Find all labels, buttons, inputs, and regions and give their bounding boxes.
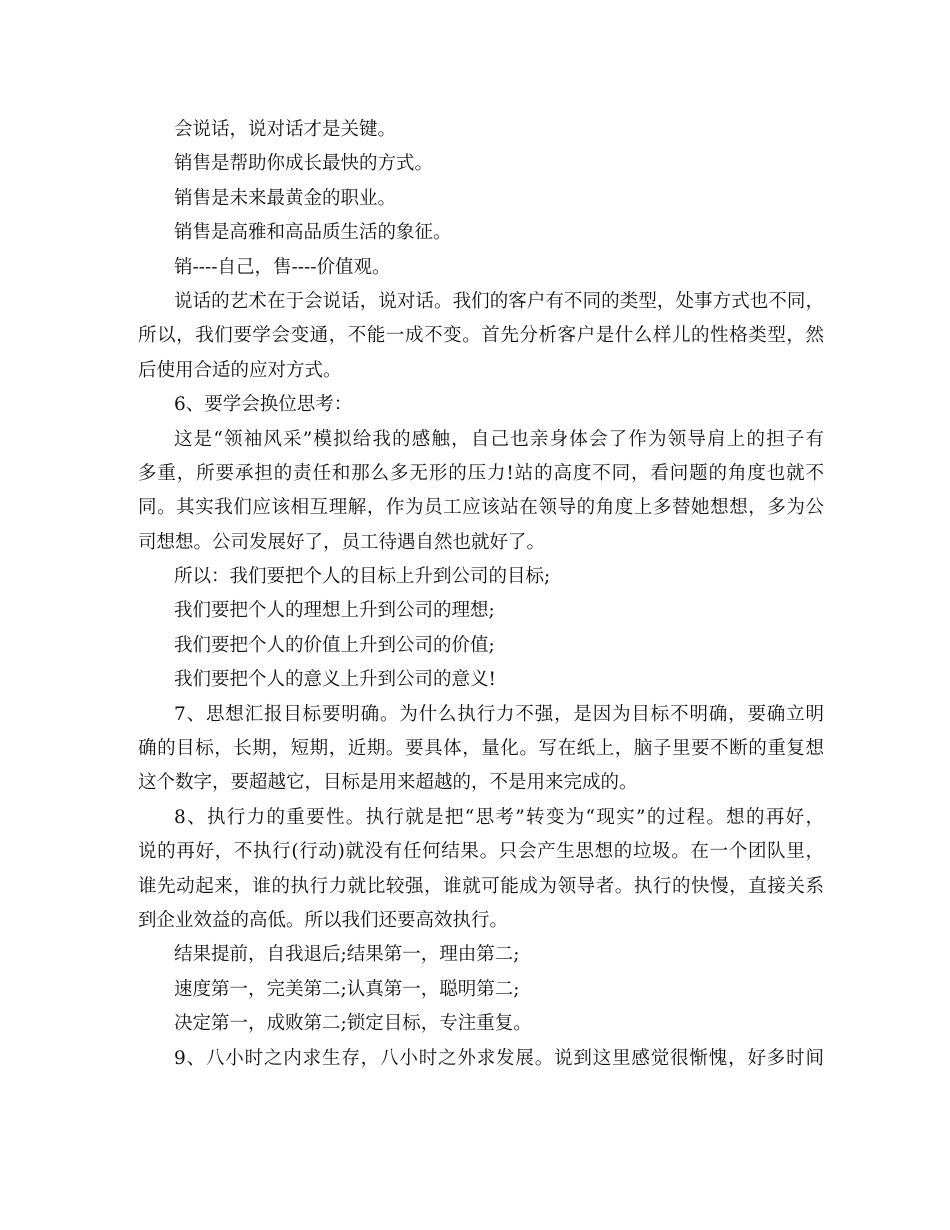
text-line: 9、八小时之内求生存，八小时之外求发展。说到这里感觉很惭愧，好多时间 xyxy=(174,1047,824,1069)
text-line: 销售是高雅和高品质生活的象征。 xyxy=(174,222,452,244)
text-line: 到企业效益的高低。所以我们还要高效执行。 xyxy=(138,909,509,931)
text-line: 多重，所要承担的责任和那么多无形的压力!站的高度不同，看问题的角度也就不 xyxy=(138,462,825,484)
text-line: 确的目标，长期，短期，近期。要具体，量化。写在纸上，脑子里要不断的重复想 xyxy=(138,738,824,760)
text-line: 销----自己，售----价值观。 xyxy=(174,256,391,278)
text-line: 说的再好，不执行(行动)就没有任何结果。只会产生思想的垃圾。在一个团队里， xyxy=(138,841,824,863)
text-line: 销售是未来最黄金的职业。 xyxy=(174,187,397,209)
text-line: 速度第一，完美第二;认真第一，聪明第二; xyxy=(174,978,520,1000)
text-line: 销售是帮助你成长最快的方式。 xyxy=(174,153,434,175)
text-line: 谁先动起来，谁的执行力就比较强，谁就可能成为领导者。执行的快慢，直接关系 xyxy=(138,875,824,897)
text-line: 我们要把个人的意义上升到公司的意义! xyxy=(174,669,496,691)
text-line: 这是“领袖风采”模拟给我的感触，自己也亲身体会了作为领导肩上的担子有 xyxy=(174,428,824,450)
text-line: 会说话，说对话才是关键。 xyxy=(174,119,397,140)
text-line: 结果提前，自我退后;结果第一，理由第二; xyxy=(174,944,520,966)
text-line: 说话的艺术在于会说话，说对话。我们的客户有不同的类型，处事方式也不同， xyxy=(174,290,824,312)
text-line: 所以：我们要把个人的目标上升到公司的目标; xyxy=(174,566,551,588)
document-body xyxy=(138,113,824,1076)
section-heading: 6、要学会换位思考： xyxy=(174,394,353,416)
text-line: 这个数字，要超越它，目标是用来超越的，不是用来完成的。 xyxy=(138,772,638,794)
text-line: 后使用合适的应对方式。 xyxy=(138,359,342,381)
text-line: 同。其实我们应该相互理解，作为员工应该站在领导的角度上多替她想想，多为公 xyxy=(138,497,824,519)
text-line: 司想想。公司发展好了，员工待遇自然也就好了。 xyxy=(138,531,546,553)
text-line: 决定第一，成败第二;锁定目标，专注重复。 xyxy=(174,1013,532,1035)
text-line: 所以，我们要学会变通，不能一成不变。首先分析客户是什么样儿的性格类型，然 xyxy=(138,325,824,347)
text-line: 我们要把个人的价值上升到公司的价值; xyxy=(174,634,495,656)
text-line: 8、执行力的重要性。执行就是把“思考”转变为“现实”的过程。想的再好， xyxy=(174,806,824,828)
text-line: 7、思想汇报目标要明确。为什么执行力不强，是因为目标不明确，要确立明 xyxy=(174,703,824,725)
text-line: 我们要把个人的理想上升到公司的理想; xyxy=(174,600,495,622)
